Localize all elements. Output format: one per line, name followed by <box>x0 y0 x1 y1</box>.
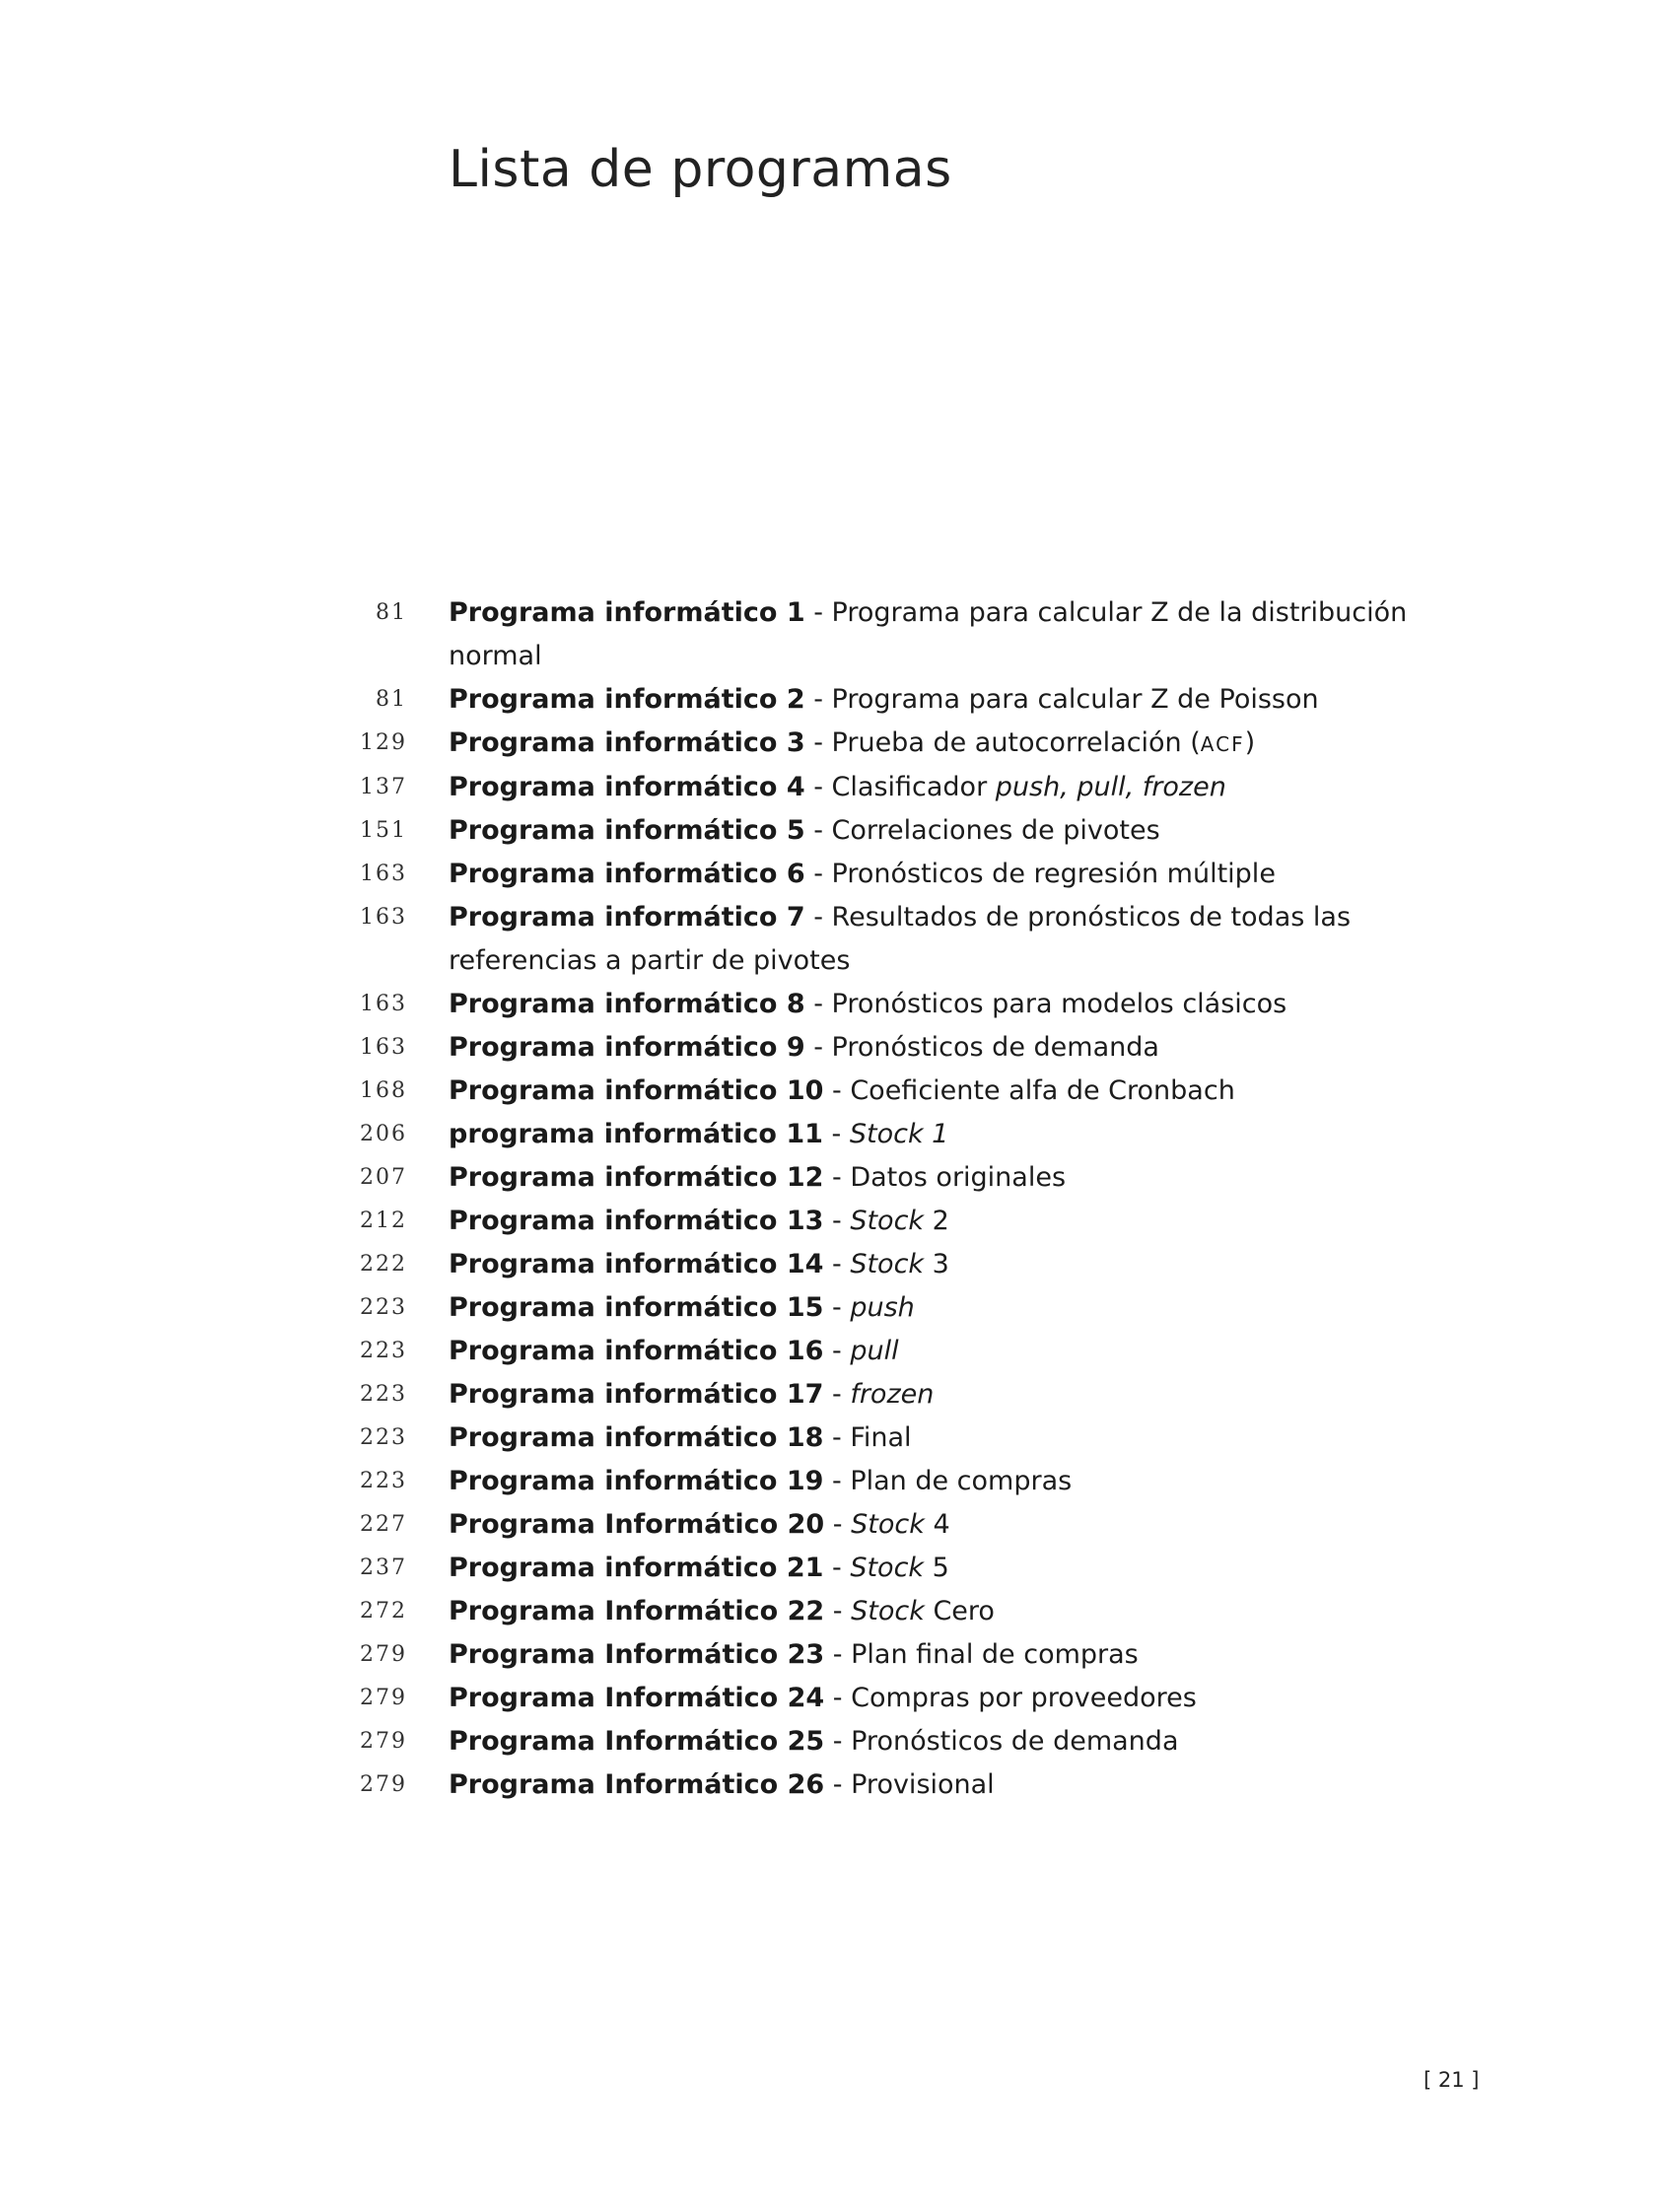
entry-description <box>850 1119 949 1149</box>
entry-description-text: ACF <box>1200 732 1245 756</box>
entry-description <box>851 1769 995 1800</box>
entry-separator: - <box>824 1639 852 1670</box>
entry-description-text: Pronósticos de regresión múltiple <box>831 859 1276 889</box>
entry-separator: - <box>824 1726 852 1757</box>
entry-label: Programa Informático 20 <box>449 1509 825 1540</box>
entry-separator: - <box>822 1119 850 1149</box>
entry-page-number: 168 <box>360 1078 407 1103</box>
entry-description-italic: pull <box>850 1336 899 1366</box>
list-item <box>335 1156 1498 1200</box>
entry-description-text: Programa para calcular Z de Poisson <box>831 684 1319 715</box>
entry-page-number: 163 <box>360 1035 407 1060</box>
entry-description-italic: Stock 1 <box>849 1119 949 1149</box>
entry-description-italic: frozen <box>850 1379 935 1410</box>
list-item <box>335 1677 1498 1720</box>
entry-page-number: 207 <box>360 1165 407 1190</box>
entry-page-number: 223 <box>360 1295 407 1320</box>
entry-description <box>850 1466 1072 1496</box>
entry-description <box>850 1336 898 1366</box>
entry-label: Programa Informático 26 <box>449 1769 825 1800</box>
entry-label: Programa informático 18 <box>449 1422 824 1453</box>
entry-description-text: Datos originales <box>850 1162 1067 1193</box>
entry-separator: - <box>824 1769 852 1800</box>
entry-description <box>850 1422 911 1453</box>
list-item <box>335 1763 1498 1807</box>
entry-label: Programa informático 6 <box>449 859 805 889</box>
entry-label: Programa Informático 22 <box>449 1596 825 1626</box>
list-item <box>335 853 1498 896</box>
entry-page-number: 137 <box>360 775 407 799</box>
list-item <box>335 1547 1498 1590</box>
entry-description <box>850 1162 1066 1193</box>
entry-label: Programa informático 1 <box>449 597 805 628</box>
entry-page-number: 279 <box>360 1772 407 1797</box>
list-item <box>335 1243 1498 1286</box>
list-item <box>335 1026 1498 1070</box>
entry-label: Programa informático 16 <box>449 1336 824 1366</box>
list-item <box>335 591 1498 678</box>
entry-page-number: 206 <box>360 1122 407 1146</box>
entry-separator: - <box>823 1379 851 1410</box>
entry-description <box>850 1379 934 1410</box>
list-item <box>335 1417 1498 1460</box>
entry-page-number: 223 <box>360 1469 407 1493</box>
entry-description-text: Resultados de pronósticos de todas las referencias a partir de pivotes <box>449 902 1352 976</box>
entry-label: Programa informático 7 <box>449 902 805 933</box>
list-item <box>335 766 1498 809</box>
entry-description-text: 4 <box>924 1509 950 1540</box>
entry-separator: - <box>823 1553 851 1583</box>
entry-page-number: 223 <box>360 1339 407 1363</box>
entry-page-number: 237 <box>360 1555 407 1580</box>
entry-description <box>851 1726 1178 1757</box>
entry-description <box>851 1509 950 1540</box>
entry-separator: - <box>804 815 832 846</box>
page-number: [ 21 ] <box>1424 2068 1480 2092</box>
entry-description <box>851 1639 1139 1670</box>
entry-description <box>851 1596 995 1626</box>
entry-label: Programa informático 14 <box>449 1249 824 1279</box>
entry-description-text: Pronósticos de demanda <box>851 1726 1179 1757</box>
entry-description-text: ) <box>1244 727 1256 758</box>
entry-page-number: 163 <box>360 905 407 930</box>
entry-description-text: Plan final de compras <box>851 1639 1139 1670</box>
entry-separator: - <box>823 1206 851 1236</box>
list-item <box>335 809 1498 853</box>
entry-label: Programa informático 10 <box>449 1075 824 1106</box>
entry-separator: - <box>824 1509 852 1540</box>
entry-separator: - <box>823 1249 851 1279</box>
entry-page-number: 279 <box>360 1642 407 1667</box>
entry-label: Programa informático 9 <box>449 1032 805 1063</box>
entry-page-number: 272 <box>360 1599 407 1624</box>
entry-description-italic: push <box>850 1292 915 1323</box>
entry-separator: - <box>804 989 832 1019</box>
list-item <box>335 983 1498 1026</box>
entry-separator: - <box>823 1422 851 1453</box>
list-item <box>335 1720 1498 1763</box>
entry-description <box>832 989 1287 1019</box>
entry-page-number: 227 <box>360 1512 407 1537</box>
entry-page-number: 163 <box>360 992 407 1016</box>
entry-description-text: Pronósticos para modelos clásicos <box>831 989 1287 1019</box>
entry-page-number: 129 <box>360 730 407 755</box>
list-item <box>335 1633 1498 1677</box>
list-item <box>335 1330 1498 1373</box>
entry-page-number: 151 <box>360 818 407 843</box>
entry-description-text: 5 <box>924 1553 949 1583</box>
list-item <box>335 1070 1498 1113</box>
entry-separator: - <box>823 1292 851 1323</box>
entry-label: Programa informático 5 <box>449 815 805 846</box>
entry-separator: - <box>823 1162 851 1193</box>
entry-page-number: 212 <box>360 1209 407 1233</box>
entry-label: Programa informático 17 <box>449 1379 824 1410</box>
entry-label: Programa Informático 25 <box>449 1726 825 1757</box>
entry-description-text: Prueba de autocorrelación ( <box>831 727 1201 758</box>
entry-separator: - <box>823 1336 851 1366</box>
entry-page-number: 81 <box>376 687 407 712</box>
entry-label: Programa informático 8 <box>449 989 805 1019</box>
entry-description-text: Plan de compras <box>850 1466 1073 1496</box>
entry-label: Programa Informático 24 <box>449 1683 825 1713</box>
entry-label: Programa informático 4 <box>449 772 805 802</box>
entry-separator: - <box>824 1683 852 1713</box>
entry-label: Programa Informático 23 <box>449 1639 825 1670</box>
entry-description-text: Provisional <box>851 1769 995 1800</box>
list-item <box>335 896 1498 983</box>
entry-separator: - <box>823 1466 851 1496</box>
entry-description <box>851 1683 1197 1713</box>
list-item <box>335 1503 1498 1547</box>
entry-separator: - <box>804 1032 832 1063</box>
list-item <box>335 1200 1498 1243</box>
entry-label: Programa informático 19 <box>449 1466 824 1496</box>
entry-description-text: Clasificador <box>831 772 996 802</box>
entry-description <box>832 815 1160 846</box>
entry-label: Programa informático 3 <box>449 727 805 758</box>
entry-description-text: Final <box>850 1422 912 1453</box>
entry-description-italic: Stock <box>851 1596 925 1626</box>
entry-separator: - <box>804 727 832 758</box>
list-item <box>335 1373 1498 1417</box>
program-list <box>335 591 1498 1807</box>
list-item <box>335 1113 1498 1156</box>
entry-separator: - <box>804 597 832 628</box>
page-title: Lista de programas <box>449 140 952 199</box>
entry-page-number: 223 <box>360 1425 407 1450</box>
entry-page-number: 279 <box>360 1729 407 1754</box>
entry-separator: - <box>823 1075 851 1106</box>
entry-description <box>832 727 1256 758</box>
entry-separator: - <box>804 902 832 933</box>
entry-description-italic: Stock <box>850 1553 925 1583</box>
entry-description-italic: Stock <box>850 1249 925 1279</box>
entry-description <box>850 1075 1235 1106</box>
entry-description-italic: Stock <box>851 1509 925 1540</box>
list-item <box>335 1286 1498 1330</box>
entry-label: Programa informático 15 <box>449 1292 824 1323</box>
list-item <box>335 722 1498 766</box>
entry-description-text: 2 <box>924 1206 949 1236</box>
entry-page-number: 222 <box>360 1252 407 1277</box>
entry-description <box>850 1292 914 1323</box>
list-item <box>335 1460 1498 1503</box>
entry-label: Programa informático 2 <box>449 684 805 715</box>
entry-label: programa informático 11 <box>449 1119 823 1149</box>
entry-page-number: 279 <box>360 1686 407 1710</box>
entry-description <box>850 1553 949 1583</box>
entry-description-italic: push, pull, frozen <box>995 772 1226 802</box>
entry-page-number: 223 <box>360 1382 407 1407</box>
entry-label: Programa informático 13 <box>449 1206 824 1236</box>
entry-label: Programa informático 12 <box>449 1162 824 1193</box>
entry-description-text: Pronósticos de demanda <box>831 1032 1159 1063</box>
entry-page-number: 163 <box>360 862 407 886</box>
entry-description <box>832 684 1319 715</box>
entry-description-text: Cero <box>924 1596 995 1626</box>
entry-description <box>850 1206 949 1236</box>
entry-description <box>832 1032 1159 1063</box>
entry-description-text: Programa para calcular Z de la distribución normal <box>449 597 1408 671</box>
entry-description <box>850 1249 949 1279</box>
entry-label: Programa informático 21 <box>449 1553 824 1583</box>
list-item <box>335 678 1498 722</box>
list-item <box>335 1590 1498 1633</box>
entry-separator: - <box>804 684 832 715</box>
entry-description-italic: Stock <box>850 1206 925 1236</box>
entry-description-text: Compras por proveedores <box>851 1683 1197 1713</box>
entry-description-text: 3 <box>924 1249 949 1279</box>
entry-separator: - <box>824 1596 852 1626</box>
entry-separator: - <box>804 859 832 889</box>
entry-separator: - <box>804 772 832 802</box>
entry-description <box>832 772 1226 802</box>
entry-description-text: Coeficiente alfa de Cronbach <box>850 1075 1235 1106</box>
entry-description-text: Correlaciones de pivotes <box>831 815 1160 846</box>
entry-description <box>832 859 1276 889</box>
entry-page-number: 81 <box>376 600 407 625</box>
